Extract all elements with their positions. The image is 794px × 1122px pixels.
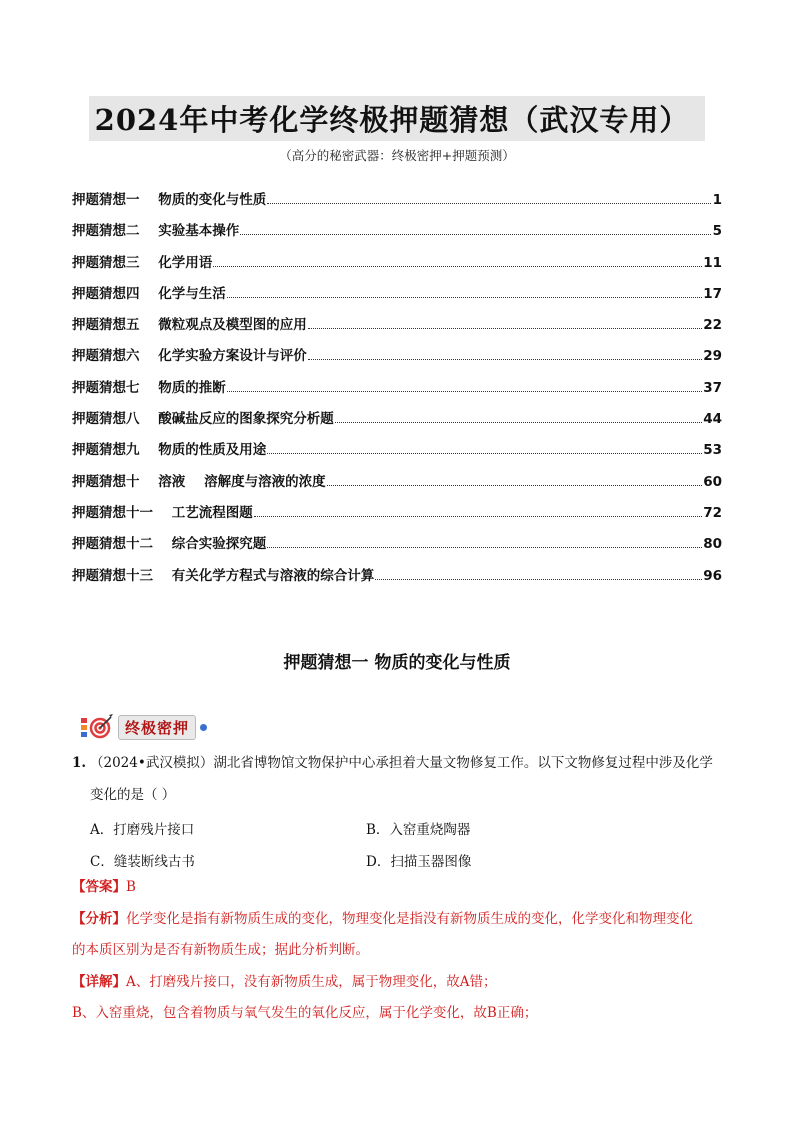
question-stem: （2024•武汉模拟）湖北省博物馆文物保护中心承担着大量文物修复工作。以下文物修复过程中涉及化学 (90, 755, 713, 771)
toc-entry-label: 押题猜想十 溶液 溶解度与溶液的浓度 (72, 473, 326, 490)
document-subtitle: （高分的秘密武器：终极密押+押题预测） (279, 148, 515, 163)
option-c: C．缝装断线古书 (90, 854, 195, 870)
toc-leader-dots (240, 234, 711, 235)
toc-entry-label: 押题猜想十二 综合实验探究题 (72, 536, 267, 553)
toc-leader-dots (254, 516, 702, 517)
analysis-text-1: 化学变化是指有新物质生成的变化，物理变化是指没有新物质生成的变化，化学变化和物理变化 (126, 911, 693, 927)
document-title: 2024年中考化学终极押题猜想（武汉专用） (89, 96, 706, 141)
toc-entry-page: 44 (703, 411, 722, 428)
toc-entry[interactable] (72, 532, 722, 563)
question-number: 1. (72, 755, 87, 771)
analysis-tag: 【分析】 (72, 911, 126, 927)
detail-tag: 【详解】 (72, 974, 126, 990)
toc-entry[interactable] (72, 376, 722, 407)
option-a: A．打磨残片接口 (90, 822, 195, 838)
toc-entry-label: 押题猜想五 微粒观点及模型图的应用 (72, 317, 307, 334)
toc-entry-label: 押题猜想九 物质的性质及用途 (72, 442, 267, 459)
answer-line (72, 872, 724, 902)
analysis-line-2: 的本质区别为是否有新物质生成；据此分析判断。 (72, 942, 369, 958)
toc-entry-label: 押题猜想一 物质的变化与性质 (72, 192, 267, 208)
toc-leader-dots (227, 391, 702, 392)
question-line-2: 变化的是（ ） (90, 787, 176, 803)
toc-entry-page: 80 (703, 536, 722, 553)
toc-entry-label: 押题猜想七 物质的推断 (72, 379, 226, 396)
toc-entry-page: 53 (703, 442, 722, 459)
toc-entry-page: 60 (703, 473, 722, 490)
answer-tag: 【答案】 (72, 879, 126, 895)
toc-entry[interactable] (72, 313, 722, 344)
toc-entry-page: 37 (703, 379, 722, 396)
toc-entry[interactable] (72, 219, 722, 250)
toc-leader-dots (308, 328, 702, 329)
toc-entry-page: 96 (703, 567, 722, 584)
toc-entry-page: 72 (703, 504, 722, 521)
toc-entry[interactable] (72, 282, 722, 313)
badge-label: 终极密押 (118, 715, 196, 740)
toc-entry-page: 1 (712, 192, 722, 208)
detail-text-1: A、打磨残片接口，没有新物质生成，属于物理变化，故A错； (126, 974, 497, 990)
toc-entry-label: 押题猜想十一 工艺流程图题 (72, 504, 253, 521)
toc-entry[interactable] (72, 188, 722, 219)
toc-entry-label: 押题猜想四 化学与生活 (72, 285, 226, 302)
table-of-contents (72, 188, 722, 595)
toc-entry-page: 22 (703, 317, 722, 334)
toc-leader-dots (335, 422, 702, 423)
toc-entry-page: 11 (703, 254, 722, 271)
toc-entry-label: 押题猜想六 化学实验方案设计与评价 (72, 348, 307, 365)
toc-entry[interactable] (72, 407, 722, 438)
answer-value: B (126, 879, 136, 895)
title-wrap (0, 96, 794, 141)
toc-entry-page: 17 (703, 285, 722, 302)
toc-entry-label: 押题猜想二 实验基本操作 (72, 223, 240, 240)
final-prediction-badge (80, 712, 207, 742)
badge-dot-icon (200, 724, 207, 731)
toc-leader-dots (267, 547, 702, 548)
toc-entry[interactable] (72, 501, 722, 532)
toc-entry[interactable] (72, 564, 722, 595)
toc-leader-dots (267, 453, 702, 454)
toc-leader-dots (227, 297, 702, 298)
toc-entry[interactable] (72, 470, 722, 501)
toc-leader-dots (213, 266, 702, 267)
option-d: D．扫描玉器图像 (366, 854, 472, 870)
toc-entry-page: 5 (712, 223, 722, 240)
toc-entry-label: 押题猜想八 酸碱盐反应的图象探究分析题 (72, 411, 334, 428)
toc-entry-label: 押题猜想三 化学用语 (72, 254, 213, 271)
toc-entry[interactable] (72, 344, 722, 375)
target-icon (80, 712, 114, 742)
toc-entry-label: 押题猜想十三 有关化学方程式与溶液的综合计算 (72, 567, 375, 584)
toc-entry-page: 29 (703, 348, 722, 365)
section-title: 押题猜想一 物质的变化与性质 (283, 653, 511, 673)
toc-leader-dots (327, 485, 703, 486)
option-b: B．入窑重烧陶器 (366, 822, 471, 838)
toc-leader-dots (267, 203, 711, 204)
question-line-1 (72, 748, 724, 778)
toc-leader-dots (375, 579, 702, 580)
detail-line-1 (72, 967, 724, 997)
detail-line-2: B、入窑重烧，包含着物质与氧气发生的氧化反应，属于化学变化，故B正确； (72, 1005, 538, 1021)
analysis-line-1 (72, 904, 724, 934)
toc-entry[interactable] (72, 438, 722, 469)
toc-entry[interactable] (72, 251, 722, 282)
toc-leader-dots (308, 359, 702, 360)
